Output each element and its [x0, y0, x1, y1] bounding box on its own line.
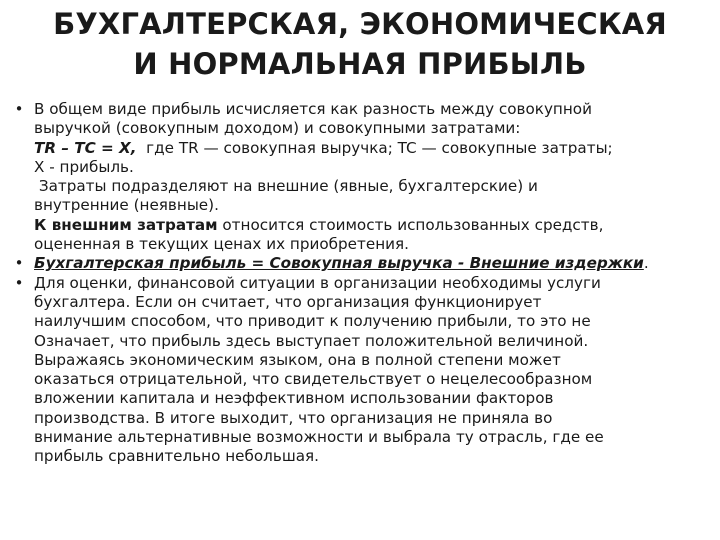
profit-formula: TR – TC = X,: [34, 138, 137, 157]
text-line: производства. В итоге выходит, что организация не приняла во: [34, 408, 553, 427]
slide-title: [0, 4, 720, 84]
text-line: прибыль сравнительно небольшая.: [34, 447, 319, 466]
bullet-item-profit-definition: [12, 100, 712, 254]
bullet-item-accountant-evaluation: [12, 274, 712, 467]
bullet-marker: •: [14, 273, 24, 292]
bullet-item-accounting-profit: [12, 254, 712, 273]
accounting-profit-formula: Бухгалтерская прибыль = Совокупная выручка - Внешние издержки: [34, 254, 644, 273]
formula-explanation: где TR — совокупная выручка; TC — совокупные затраты;: [136, 138, 613, 157]
text-line: выручкой (совокупным доходом) и совокупными затратами:: [34, 119, 521, 138]
text-line: оцененная в текущих ценах их приобретения.: [34, 235, 409, 254]
external-costs-term: К внешним затратам: [34, 215, 218, 234]
text-line: вложении капитала и неэффективном использовании факторов: [34, 389, 554, 408]
accounting-profit-formula-line: [34, 254, 712, 273]
slide-title-line-1: БУХГАЛТЕРСКАЯ, ЭКОНОМИЧЕСКАЯ: [53, 7, 667, 41]
text-line: Затраты подразделяют на внешние (явные, бухгалтерские) и: [34, 177, 538, 196]
text-line: В общем виде прибыль исчисляется как разность между совокупной: [34, 100, 592, 118]
external-costs-definition: относится стоимость использованных средств,: [217, 215, 604, 234]
text-line: внимание альтернативные возможности и выбрала ту отрасль, где ее: [34, 428, 604, 447]
formula-period: .: [643, 254, 649, 273]
text-line: X - прибыль.: [34, 157, 134, 176]
text-line: Для оценки, финансовой ситуации в организации необходимы услуги: [34, 273, 601, 292]
bullet-marker: •: [14, 100, 24, 118]
external-costs-line: [34, 216, 712, 235]
text-line: оказаться отрицательной, что свидетельствует о нецелесообразном: [34, 370, 593, 389]
formula-line: [34, 139, 712, 158]
text-line: наилучшим способом, что приводит к получению прибыли, то это не: [34, 312, 591, 331]
text-line: бухгалтера. Если он считает, что организация функционирует: [34, 292, 542, 311]
text-line: внутренние (неявные).: [34, 196, 219, 215]
slide-title-line-2: И НОРМАЛЬНАЯ ПРИБЫЛЬ: [133, 47, 587, 81]
slide-body: [12, 100, 712, 467]
bullet-marker: •: [14, 254, 24, 273]
text-line: Означает, что прибыль здесь выступает положительной величиной.: [34, 331, 589, 350]
text-line: Выражаясь экономическим языком, она в полной степени может: [34, 350, 561, 369]
